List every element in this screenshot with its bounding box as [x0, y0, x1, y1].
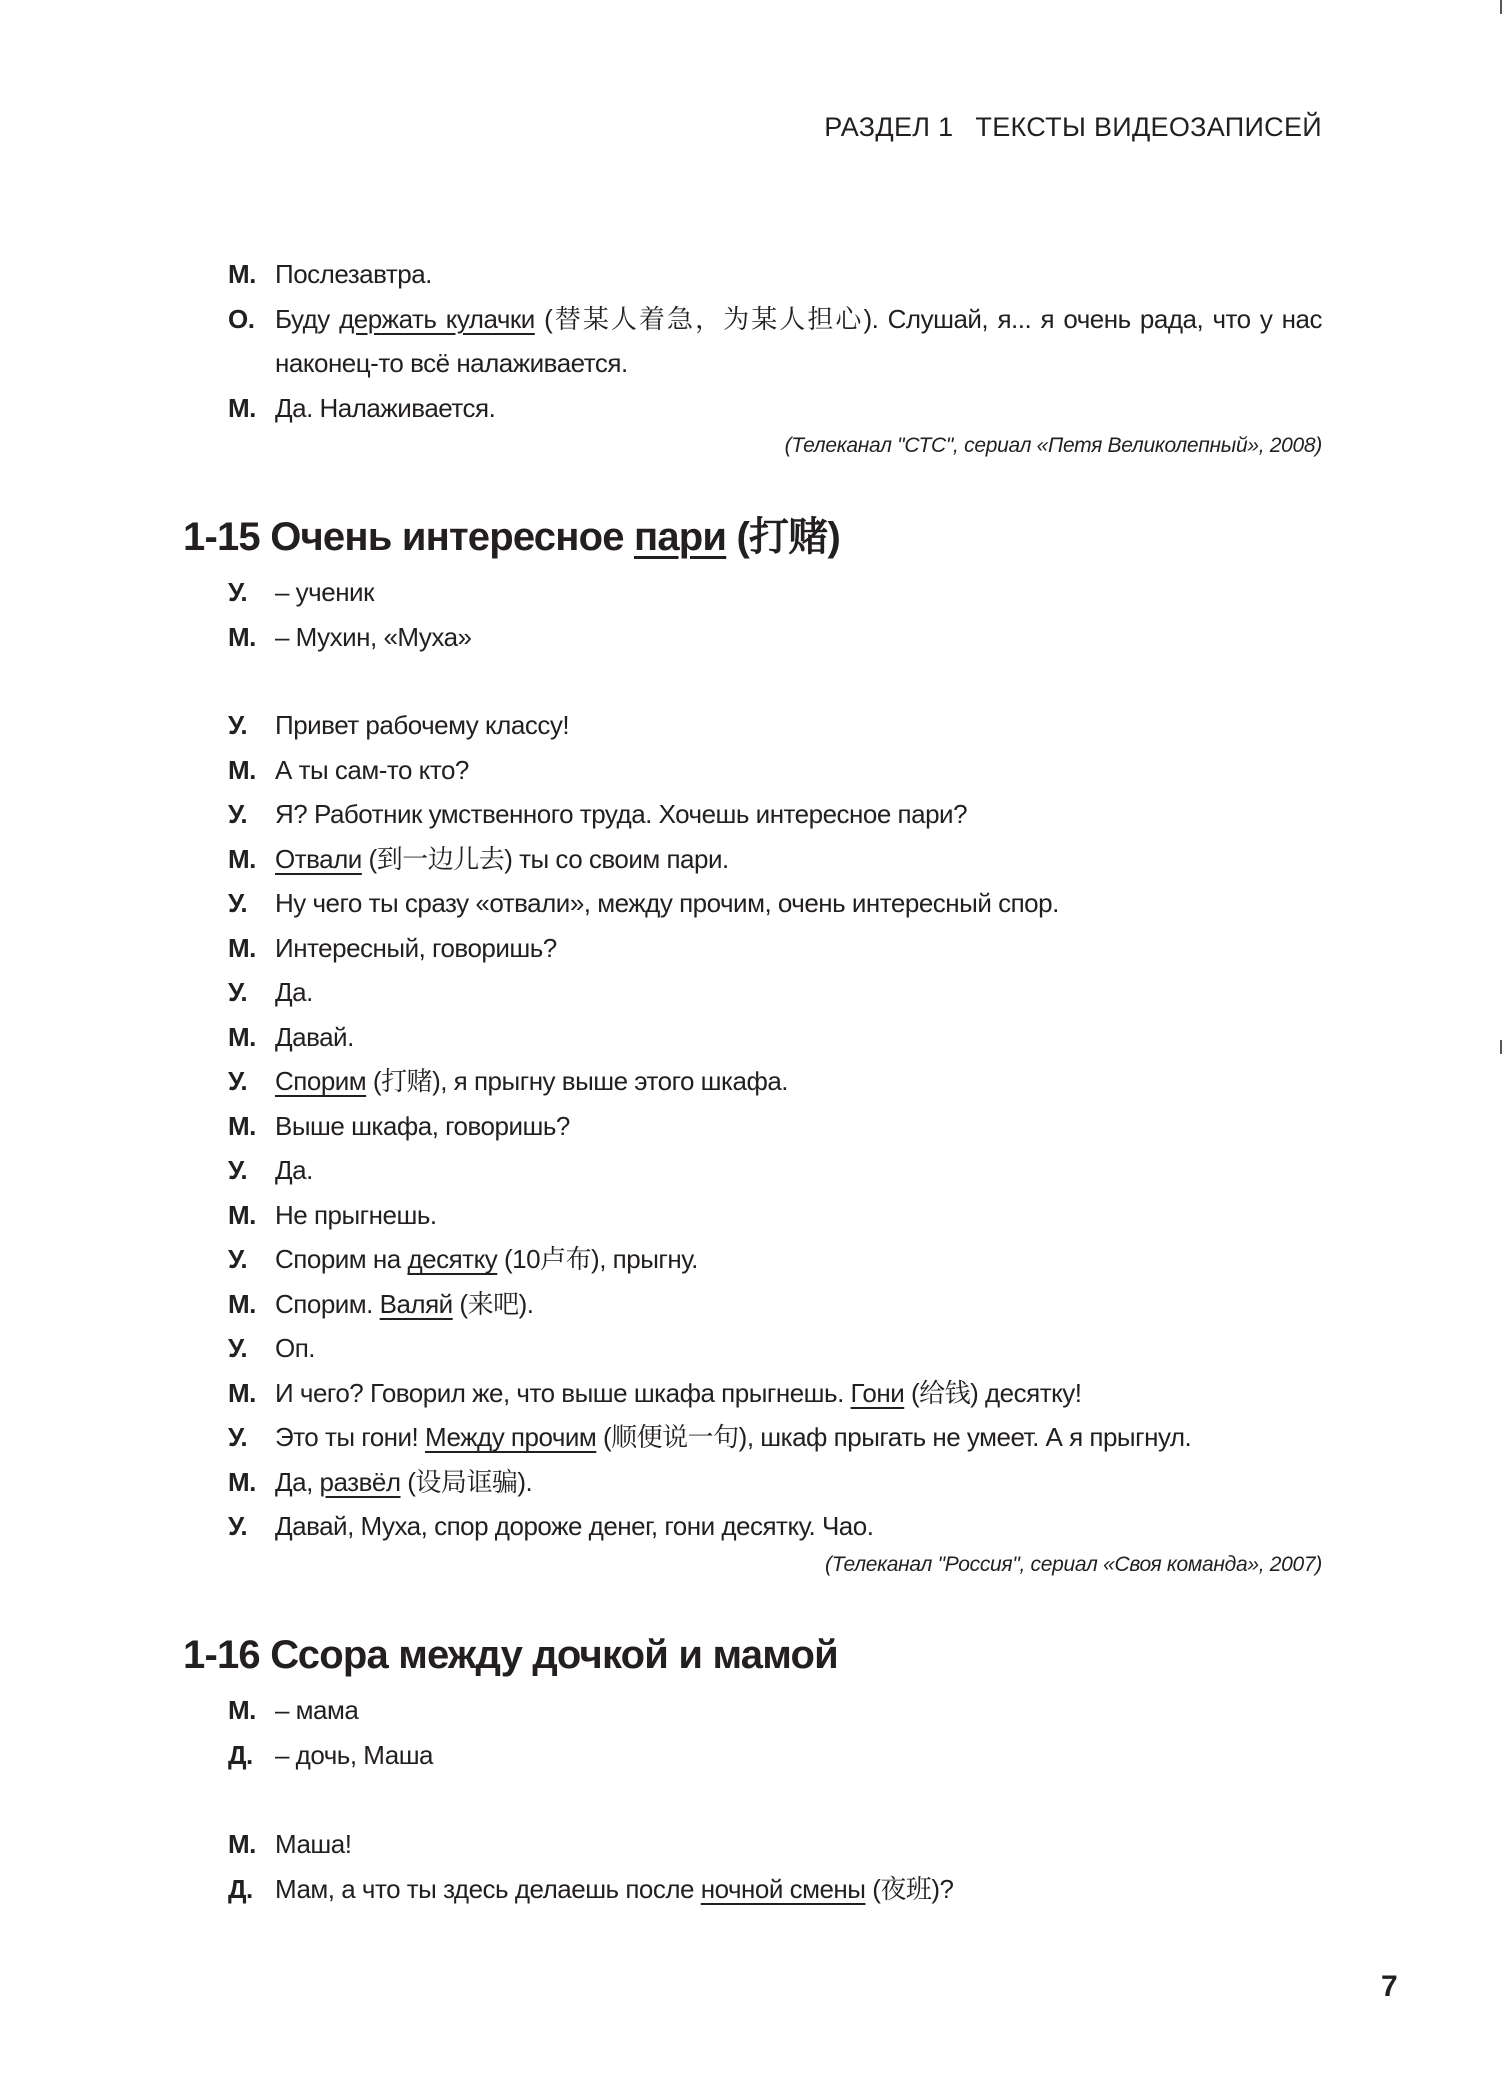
- text-segment: Буду: [275, 303, 340, 334]
- crop-mark-top: [1500, 0, 1502, 14]
- line-text: [275, 1460, 1322, 1505]
- line-text: [275, 1867, 1322, 1912]
- speaker-label: У.: [228, 710, 248, 740]
- line-text: [275, 1237, 1322, 1282]
- text-segment: (10卢布), прыгну.: [497, 1244, 698, 1274]
- dialogue-line: [228, 252, 1322, 297]
- speaker-label: М.: [228, 621, 256, 652]
- line-text: [275, 252, 1322, 297]
- text-segment: Давай.: [275, 1021, 354, 1052]
- section-title-gloss: (打赌): [726, 515, 840, 559]
- running-header-title: ТЕКСТЫ ВИДЕОЗАПИСЕЙ: [975, 112, 1322, 142]
- text-segment: Маша!: [275, 1829, 352, 1859]
- dialogue-line: [228, 1415, 1322, 1460]
- source-citation: (Телеканал "Россия", сериал «Своя команда», 2007): [825, 1553, 1322, 1576]
- speaker-label: У.: [228, 1155, 248, 1185]
- speaker-label: М.: [228, 259, 256, 289]
- line-text: [275, 1148, 1322, 1193]
- text-segment: Да.: [275, 977, 313, 1007]
- source-citation: (Телеканал "СТС", сериал «Петя Великолепный», 2008): [784, 434, 1322, 457]
- text-segment: Я? Работник умственного труда. Хочешь интересное пари?: [275, 799, 968, 829]
- text-segment: Спорим на: [275, 1244, 408, 1274]
- vocabulary-term: развёл: [319, 1466, 401, 1497]
- section-title-keyword: пари: [633, 515, 727, 559]
- vocabulary-term: ночной смены: [700, 1873, 866, 1904]
- text-segment: Интересный, говоришь?: [275, 932, 557, 963]
- speaker-label: М.: [228, 1199, 256, 1230]
- speaker-label: М.: [228, 392, 256, 423]
- dialogue-line: [228, 1104, 1322, 1149]
- line-text: [275, 1688, 1322, 1733]
- dialogue-line: [228, 1237, 1322, 1282]
- section-number: 1-15: [183, 515, 260, 559]
- speaker-label: У.: [228, 1511, 248, 1541]
- speaker-label: У.: [228, 1066, 248, 1096]
- text-segment: Привет рабочему классу!: [275, 710, 570, 740]
- running-header: [824, 112, 1322, 143]
- speaker-label: М.: [228, 932, 256, 963]
- line-text: [275, 1059, 1322, 1104]
- speaker-label: М.: [228, 1466, 256, 1497]
- speaker-label: М.: [228, 1377, 256, 1408]
- line-text: [275, 1282, 1322, 1327]
- text-segment: (给钱) десятку!: [904, 1377, 1082, 1408]
- speaker-label: Д.: [228, 1873, 253, 1904]
- dialogue-line: [228, 1688, 1322, 1733]
- crop-mark-right: [1500, 1040, 1502, 1054]
- section-title: Очень интересное: [270, 515, 634, 559]
- dialogue-line: [228, 703, 1322, 748]
- vocabulary-term: держать кулачки: [339, 303, 535, 334]
- text-segment: Послезавтра.: [275, 259, 432, 289]
- text-segment: Не прыгнешь.: [275, 1199, 437, 1230]
- line-text: [275, 1326, 1322, 1371]
- line-text: [275, 1822, 1322, 1867]
- vocabulary-term: Гони: [850, 1377, 905, 1408]
- line-text: [275, 1193, 1322, 1238]
- running-header-section: РАЗДЕЛ 1: [824, 112, 954, 142]
- line-text: [275, 615, 1322, 660]
- speaker-label: М.: [228, 843, 256, 874]
- text-segment: Да,: [275, 1466, 320, 1497]
- line-text: [275, 748, 1322, 793]
- text-segment: – Мухин, «Муха»: [275, 621, 472, 652]
- page-number: 7: [1381, 1970, 1398, 2003]
- line-text: [275, 881, 1322, 926]
- speaker-label: У.: [228, 977, 248, 1007]
- dialogue-line: [228, 1059, 1322, 1104]
- dialogue-line: [228, 1148, 1322, 1193]
- dialogue-line: [228, 748, 1322, 793]
- line-text: [275, 1504, 1322, 1549]
- dialogue-line: [228, 1822, 1322, 1867]
- line-text: [275, 1733, 1322, 1778]
- dialogue-line: [228, 1504, 1322, 1549]
- character-list: [228, 570, 1322, 659]
- speaker-label: У.: [228, 1244, 248, 1274]
- dialogue-line: [228, 297, 1322, 386]
- dialogue-line: [228, 386, 1322, 431]
- text-segment: (设局诓骗).: [400, 1466, 533, 1497]
- line-text: [275, 1015, 1322, 1060]
- character-list: [228, 1688, 1322, 1777]
- vocabulary-term: Спорим: [275, 1066, 367, 1096]
- text-segment: Оп.: [275, 1333, 316, 1363]
- dialogue-line: [228, 570, 1322, 615]
- speaker-label: У.: [228, 799, 248, 829]
- dialogue-line: [228, 1282, 1322, 1327]
- vocabulary-term: Валяй: [379, 1288, 453, 1319]
- line-text: [275, 1104, 1322, 1149]
- text-segment: (顺便说一句), шкаф прыгать не умеет. А я прыгнул.: [596, 1422, 1192, 1452]
- dialogue-block: [228, 1822, 1322, 1911]
- dialogue-block: [228, 703, 1322, 1549]
- vocabulary-term: десятку: [407, 1244, 498, 1274]
- vocabulary-term: Отвали: [275, 843, 362, 874]
- text-segment: Давай, Муха, спор дороже денег, гони десятку. Чао.: [275, 1511, 874, 1541]
- line-text: [275, 386, 1322, 431]
- text-segment: Ну чего ты сразу «отвали», между прочим, очень интересный спор.: [275, 888, 1059, 918]
- text-segment: Да. Налаживается.: [275, 392, 496, 423]
- dialogue-line: [228, 1371, 1322, 1416]
- line-text: [275, 1371, 1322, 1416]
- dialogue-line: [228, 837, 1322, 882]
- speaker-label: У.: [228, 1422, 248, 1452]
- text-segment: (到一边儿去) ты со своим пари.: [361, 843, 729, 874]
- text-segment: (打赌), я прыгну выше этого шкафа.: [366, 1066, 789, 1096]
- text-segment: (来吧).: [452, 1288, 534, 1319]
- text-segment: Выше шкафа, говоришь?: [275, 1110, 570, 1141]
- text-segment: Мам, а что ты здесь делаешь после: [275, 1873, 701, 1904]
- speaker-label: М.: [228, 1829, 256, 1859]
- speaker-label: М.: [228, 1110, 256, 1141]
- line-text: [275, 1415, 1322, 1460]
- line-text: [275, 570, 1322, 615]
- speaker-label: Д.: [228, 1739, 253, 1770]
- text-segment: – ученик: [275, 577, 374, 607]
- text-segment: Спорим.: [275, 1288, 380, 1319]
- vocabulary-term: Между прочим: [425, 1422, 597, 1452]
- dialogue-line: [228, 1460, 1322, 1505]
- speaker-label: У.: [228, 1333, 248, 1363]
- dialogue-line: [228, 881, 1322, 926]
- speaker-label: О.: [228, 303, 255, 334]
- dialogue-block-previous: [228, 252, 1322, 430]
- text-segment: Да.: [275, 1155, 313, 1185]
- dialogue-line: [228, 1326, 1322, 1371]
- line-text: [275, 297, 1322, 386]
- speaker-label: М.: [228, 754, 256, 785]
- line-text: [275, 970, 1322, 1015]
- section-heading-1-15: [183, 513, 840, 561]
- text-segment: И чего? Говорил же, что выше шкафа прыгнешь.: [275, 1377, 851, 1408]
- dialogue-line: [228, 1733, 1322, 1778]
- dialogue-line: [228, 1015, 1322, 1060]
- speaker-label: М.: [228, 1288, 256, 1319]
- line-text: [275, 792, 1322, 837]
- text-segment: А ты сам-то кто?: [275, 754, 469, 785]
- text-segment: Это ты гони!: [275, 1422, 426, 1452]
- line-text: [275, 926, 1322, 971]
- dialogue-line: [228, 926, 1322, 971]
- dialogue-line: [228, 1867, 1322, 1912]
- dialogue-line: [228, 615, 1322, 660]
- speaker-label: У.: [228, 577, 248, 607]
- line-text: [275, 703, 1322, 748]
- text-segment: – мама: [275, 1695, 359, 1725]
- dialogue-line: [228, 970, 1322, 1015]
- text-segment: – дочь, Маша: [275, 1739, 434, 1770]
- speaker-label: М.: [228, 1695, 256, 1725]
- text-segment: (替某人着急，为某人担心). Слушай, я... я очень рада, что у нас наконец-то всё налаживается.: [275, 303, 1322, 378]
- dialogue-line: [228, 792, 1322, 837]
- section-heading-1-16: [183, 1631, 838, 1679]
- dialogue-line: [228, 1193, 1322, 1238]
- line-text: [275, 837, 1322, 882]
- text-segment: (夜班)?: [865, 1873, 954, 1904]
- section-number: 1-16: [183, 1633, 260, 1677]
- speaker-label: М.: [228, 1021, 256, 1052]
- speaker-label: У.: [228, 888, 248, 918]
- section-title: Ссора между дочкой и мамой: [270, 1633, 838, 1677]
